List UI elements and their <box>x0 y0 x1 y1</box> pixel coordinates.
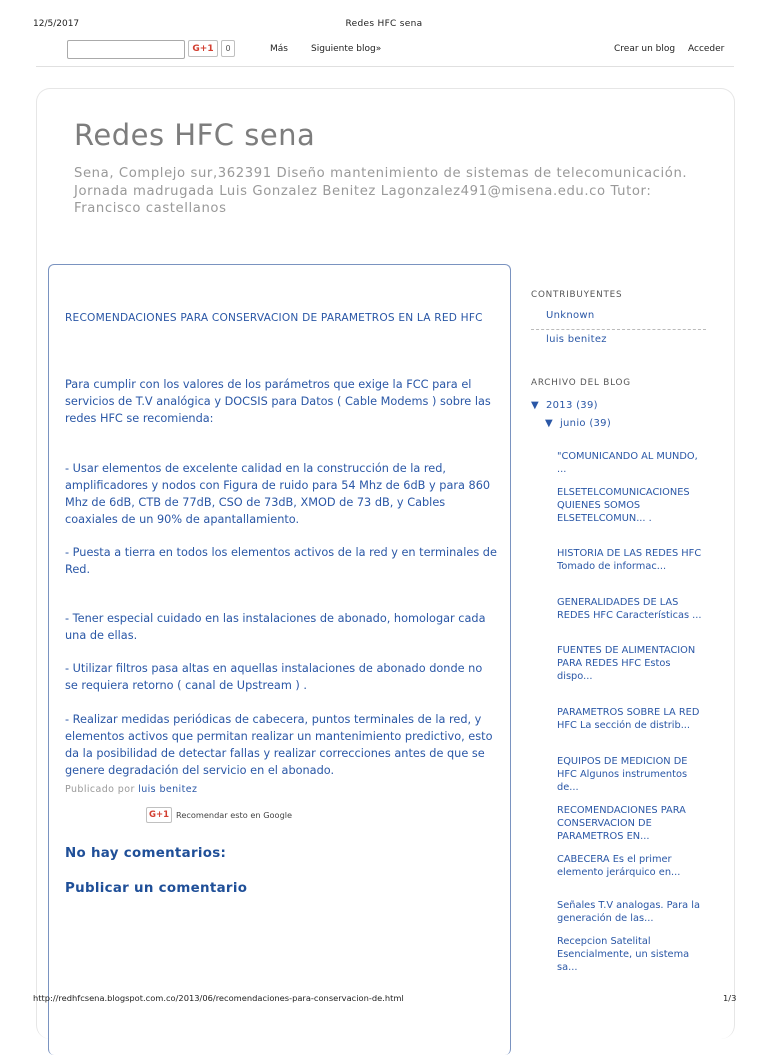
comments-heading: No hay comentarios: <box>65 846 227 861</box>
print-page-number: 1/3 <box>723 993 737 1003</box>
blog-title[interactable]: Redes HFC sena <box>74 118 316 152</box>
contributors-divider <box>531 329 706 330</box>
archive-post-link[interactable]: ELSETELCOMUNICACIONES QUIENES SOMOS ELSETELCOMUN... . <box>557 487 690 524</box>
toggle-expanded-icon[interactable]: ▼ <box>531 400 539 411</box>
archive-post-link[interactable]: CABECERA Es el primer elemento jerárquico en... <box>557 854 681 878</box>
share-gplus-label: Recomendar esto en Google <box>176 810 293 820</box>
post-paragraph: - Tener especial cuidado en las instalaciones de abonado, homologar cada una de ellas. <box>65 612 486 642</box>
print-footer-url: http://redhfcsena.blogspot.com.co/2013/06/recomendaciones-para-conservacion-de.html <box>33 993 404 1003</box>
post-paragraph: - Puesta a tierra en todos los elementos activos de la red y en terminales de Red. <box>65 546 497 576</box>
post-paragraph: - Usar elementos de excelente calidad en la construcción de la red, amplificadores y nodos con Figura de ruido para 54 Mhz de 6dB y para 860 Mhz de 6dB, CTB de 77dB, CSO de 73dB, XMOD de 73 dB, y Cables coaxiales de un 90% de apantallamiento. <box>65 462 491 526</box>
archive-month-item[interactable] <box>545 418 611 429</box>
post-title: RECOMENDACIONES PARA CONSERVACION DE PARAMETROS EN LA RED HFC <box>65 312 483 324</box>
blog-description: Sena, Complejo sur,362391 Diseño mantenimiento de sistemas de telecomunicación. Jornada madrugada Luis Gonzalez Benitez Lagonzalez491@misena.edu.co Tutor: Francisco castellanos <box>74 166 688 216</box>
archive-post-link[interactable]: HISTORIA DE LAS REDES HFC Tomado de informac... <box>557 548 702 572</box>
archive-post-link[interactable]: Recepcion Satelital Esencialmente, un sistema sa... <box>557 936 690 973</box>
sign-in-link[interactable]: Acceder <box>688 44 725 54</box>
contributor-link[interactable]: luis benitez <box>546 334 607 345</box>
navbar-search-input[interactable] <box>67 40 185 59</box>
create-blog-link[interactable]: Crear un blog <box>614 44 676 54</box>
archive-heading: ARCHIVO DEL BLOG <box>531 378 631 388</box>
gplus-button[interactable]: G+1 <box>188 40 218 57</box>
archive-year-item[interactable] <box>531 400 598 411</box>
gplus-count: 0 <box>221 40 235 57</box>
post-comment-heading: Publicar un comentario <box>65 881 248 896</box>
share-gplus-button[interactable]: G+1 <box>146 807 172 823</box>
archive-year-count: (39) <box>576 400 598 411</box>
archive-post-link[interactable]: PARAMETROS SOBRE LA RED HFC La sección de distrib... <box>557 707 700 731</box>
archive-post-link[interactable]: FUENTES DE ALIMENTACION PARA REDES HFC Estos dispo... <box>557 645 696 682</box>
archive-post-link[interactable]: EQUIPOS DE MEDICION DE HFC Algunos instrumentos de... <box>557 756 688 793</box>
archive-month[interactable]: junio <box>559 418 586 429</box>
print-date: 12/5/2017 <box>33 19 80 29</box>
archive-year[interactable]: 2013 <box>545 400 573 411</box>
print-page-title: Redes HFC sena <box>345 19 423 29</box>
archive-post-link[interactable]: GENERALIDADES DE LAS REDES HFC Características ... <box>557 597 702 621</box>
more-link[interactable]: Más <box>270 44 288 54</box>
archive-month-count: (39) <box>589 418 612 429</box>
published-by-label: Publicado por <box>65 784 135 795</box>
toggle-expanded-icon[interactable]: ▼ <box>545 418 553 429</box>
archive-post-link[interactable]: RECOMENDACIONES PARA CONSERVACION DE PARAMETROS EN... <box>557 805 686 842</box>
contributors-heading: CONTRIBUYENTES <box>531 290 623 300</box>
post-byline <box>65 784 197 795</box>
post-paragraph: - Utilizar filtros pasa altas en aquellas instalaciones de abonado donde no se requiera retorno ( canal de Upstream ) . <box>65 662 483 692</box>
archive-post-link[interactable]: "COMUNICANDO AL MUNDO, ... <box>557 451 698 475</box>
archive-post-link[interactable]: Señales T.V analogas. Para la generación de las... <box>557 900 701 924</box>
navbar-divider <box>36 66 734 67</box>
next-blog-link[interactable]: Siguiente blog» <box>311 44 382 54</box>
contributor-link[interactable]: Unknown <box>546 310 595 321</box>
post-paragraph: - Realizar medidas periódicas de cabecera, puntos terminales de la red, y elementos activos que permitan realizar un mantenimiento predictivo, esto da la posibilidad de detectar fallas y realizar correcciones antes de que se genere degradación del servicio en el abonado. <box>65 713 493 777</box>
post-author-link[interactable]: luis benitez <box>138 784 198 795</box>
post-paragraph: Para cumplir con los valores de los parámetros que exige la FCC para el servicios de T.V analógica y DOCSIS para Datos ( Cable Modems ) sobre las redes HFC se recomienda: <box>65 378 491 425</box>
